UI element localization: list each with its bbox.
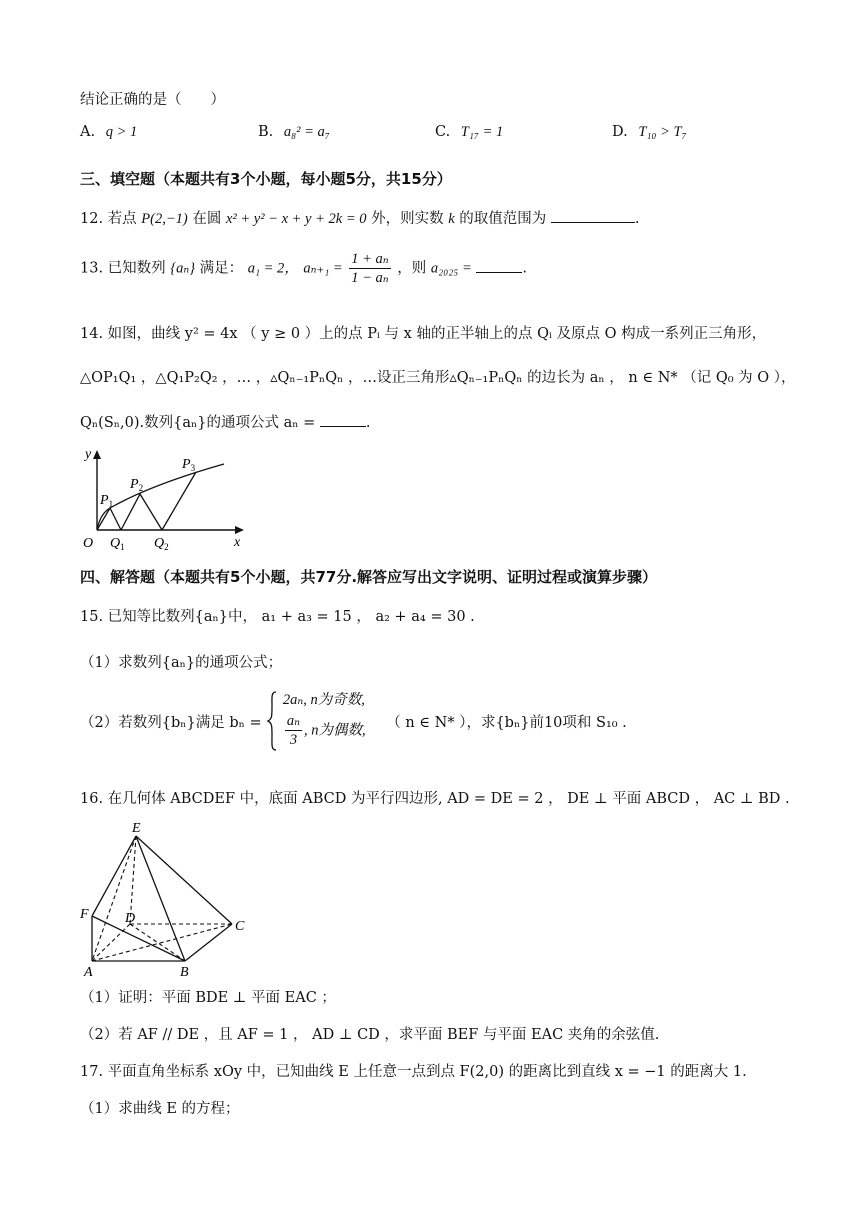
q11-option-c: C. T₁₇ = 1 (435, 124, 504, 140)
edge-bc (185, 924, 232, 961)
section3-heading: 三、填空题（本题共有3个小题，每小题5分，共15分） (80, 170, 452, 188)
q15-part2: （2）若数列{bₙ}满足 bₙ = 2aₙ, n为奇数, $\frac{\text{aₙ}}{3}$ , n为偶数, （ n ∈ N* ），求{bₙ}前10项和 S₁₀ . (80, 690, 627, 754)
label-q2: $Q_2$ (154, 536, 169, 552)
q11-option-a: A. q > 1 (80, 124, 138, 140)
label-a: A (84, 965, 93, 980)
figure-solid-abcdef (78, 816, 258, 980)
q15-piecewise (266, 690, 278, 752)
q17-stem: 17. 平面直角坐标系 xOy 中，已知曲线 E 上任意一点到点 F(2,0) 的距离比到直线 x = −1 的距离大 1. (80, 1064, 747, 1080)
x-axis-arrow-icon (235, 526, 244, 534)
q13-answer-blank[interactable] (476, 260, 522, 273)
q17-part1: （1）求曲线 E 的方程； (80, 1101, 240, 1117)
label-p1: $P_1$ (100, 493, 114, 509)
label-e: E (132, 821, 141, 836)
figure-parabola-triangles (78, 442, 258, 554)
left-brace-icon (266, 690, 278, 752)
label-p3: $P_3$ (182, 457, 196, 473)
label-f: F (80, 907, 89, 922)
y-axis-arrow-icon (93, 450, 101, 459)
label-q1: $Q_1$ (110, 536, 125, 552)
q12: 12. 若点 P(2,−1) 在圆 x² + y² − x + y + 2k = 0 外，则实数 k 的取值范围为 . (80, 211, 640, 227)
label-b: B (180, 965, 189, 980)
triangle-3-edge (162, 472, 196, 530)
q14-line3: Qₙ(Sₙ,0).数列{aₙ}的通项公式 aₙ = . (80, 415, 371, 431)
edge-ec (136, 836, 232, 924)
edge-ea (92, 836, 136, 961)
q13: 13. 已知数列 {aₙ} 满足： a₁ = 2， aₙ₊₁ = $\frac{\text{1 + aₙ}}{\text{1 − aₙ}}$ ，则 a₂₀₂₅ = . (80, 251, 527, 286)
q16-part1: （1）证明：平面 BDE ⊥ 平面 EAC ； (80, 990, 336, 1006)
q14-line1: 14. 如图，曲线 y² = 4x （ y ≥ 0 ）上的点 Pᵢ 与 x 轴的正半轴上的点 Qᵢ 及原点 O 构成一系列正三角形， (80, 326, 767, 342)
q16-part2: （2）若 AF // DE ，且 AF = 1 ， AD ⊥ CD ，求平面 BEF 与平面 EAC 夹角的余弦值. (80, 1027, 660, 1043)
label-d: D (125, 911, 136, 926)
edge-fe (92, 836, 136, 916)
label-c: C (235, 919, 245, 934)
q15-stem: 15. 已知等比数列{aₙ}中， a₁ + a₃ = 15 ， a₂ + a₄ = 30 . (80, 609, 475, 625)
label-p2: $P_2$ (130, 477, 144, 493)
diag-ac (92, 924, 232, 961)
q14-answer-blank[interactable] (320, 414, 366, 427)
q15-part1: （1）求数列{aₙ}的通项公式； (80, 655, 283, 671)
edge-eb (136, 836, 185, 961)
q12-answer-blank[interactable] (551, 210, 635, 223)
q11-option-b: B. a₈² = a₇ (258, 124, 330, 140)
label-origin: O (83, 536, 94, 551)
q16-stem: 16. 在几何体 ABCDEF 中，底面 ABCD 为平行四边形, AD = DE = 2 ， DE ⊥ 平面 ABCD ， AC ⊥ BD . (80, 791, 790, 807)
section4-heading: 四、解答题（本题共有5个小题，共77分.解答应写出文字说明、证明过程或演算步骤） (80, 568, 658, 586)
label-y: y (85, 447, 92, 462)
diag-bd (130, 924, 185, 961)
q13-fraction: $\frac{\text{1 + aₙ}}{\text{1 − aₙ}}$ (351, 251, 389, 286)
q11-option-d: D. T₁₀ > T₇ (612, 124, 687, 140)
q14-line2: △OP₁Q₁ ，△Q₁P₂Q₂ ，… ，▵Qₙ₋₁PₙQₙ ，…设正三角形▵Qₙ₋₁PₙQₙ 的边长为 aₙ ， n ∈ N* （记 Q₀ 为 O ）， (80, 370, 796, 386)
edge-ad (92, 924, 130, 961)
label-x: x (234, 535, 241, 550)
q11-tail: 结论正确的是（ ） (80, 92, 225, 108)
